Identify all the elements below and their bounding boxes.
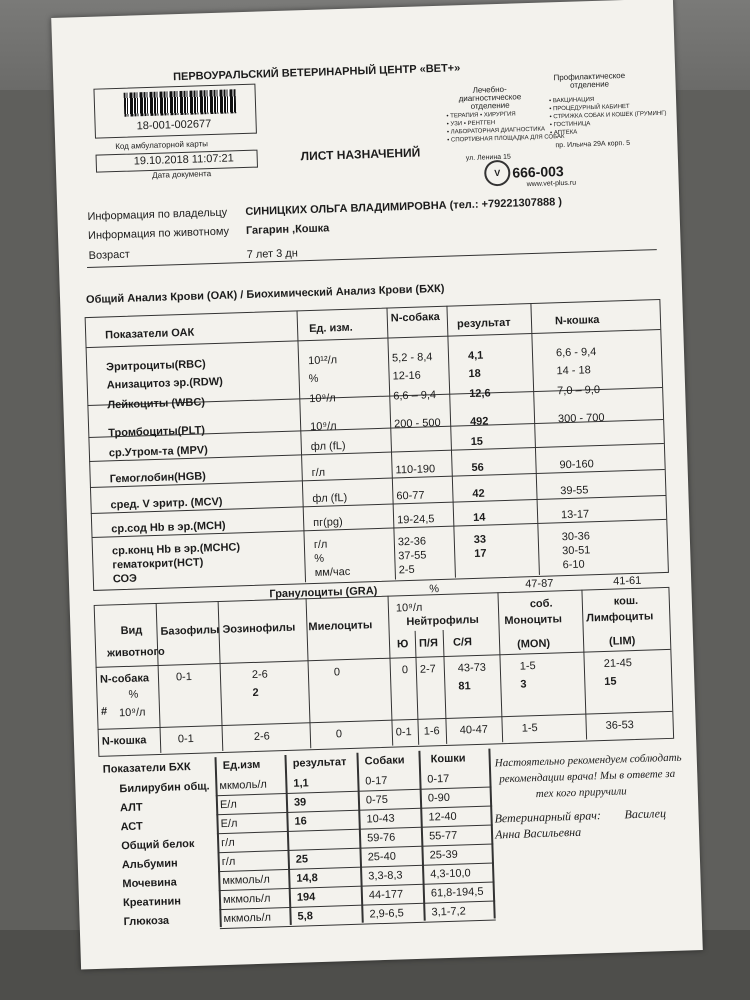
- oak-row-cat: 6,6 - 9,4: [555, 346, 597, 360]
- bhk-row-dog: 2,9-6,5: [369, 907, 404, 921]
- diff-result-sy: 81: [458, 680, 471, 693]
- animal-label: Информация по животному: [87, 225, 230, 242]
- bhk-row-result: 194: [296, 891, 316, 904]
- dept2-item: • ВАКЦИНАЦИЯ: [548, 96, 595, 105]
- diff-dog-baso: 0-1: [175, 670, 193, 684]
- oak-row-name: Лейкоциты (WBC): [107, 396, 206, 412]
- bhk-row-result: 14,8: [296, 872, 318, 885]
- bhk-col-line: [418, 751, 425, 921]
- diff-header-species: Вид животного: [107, 624, 165, 660]
- diff-result-lymph: 15: [604, 675, 617, 688]
- oak-row-cat: 13-17: [560, 508, 590, 522]
- diff-header-sy: С/Я: [452, 636, 473, 649]
- section-title: Общий Анализ Крови (ОАК) / Биохимический Анализ Крови (БХК): [85, 282, 445, 307]
- oak-header-name: Показатели ОАК: [105, 326, 195, 342]
- website: www.vet-plus.ru: [526, 179, 577, 189]
- oak-row-dog: 2-5: [398, 563, 415, 577]
- doctor-full-name: Анна Васильевна: [494, 824, 582, 842]
- diff-header-myelo: Миелоциты: [308, 619, 373, 634]
- card-code-label: Код амбулаторной карты: [115, 139, 209, 152]
- bhk-row-result: 16: [294, 815, 308, 828]
- bhk-row-cat: 55-77: [428, 829, 458, 843]
- bhk-row-unit: мкмоль/л: [222, 892, 271, 907]
- oak-row-name: гематокрит(HCT): [112, 556, 204, 572]
- diff-dog-py: 2-7: [419, 663, 436, 676]
- oak-row-cat: 30-36: [561, 530, 591, 544]
- oak-row-dog: 19-24,5: [396, 513, 435, 527]
- bhk-row-name: Глюкоза: [123, 914, 170, 929]
- bhk-row-dog: 0-17: [365, 774, 388, 788]
- diff-cat-lymph: 36-53: [605, 719, 635, 732]
- diff-header-mono-code: (MON): [516, 637, 551, 651]
- gra-label: Гранулоциты (GRA): [269, 585, 378, 601]
- oak-row-result: 15: [470, 435, 484, 449]
- oak-header-cat: N-кошка: [554, 313, 600, 328]
- oak-row-cat: 14 - 18: [556, 364, 591, 378]
- gra-unit-abs: 10⁹/л: [395, 601, 423, 615]
- oak-row-unit: 10⁹/л: [309, 420, 337, 434]
- owner-label: Информация по владельцу: [87, 206, 228, 223]
- diff-result-eos: 2: [252, 686, 259, 700]
- diff-cat-myelo: 0: [335, 728, 343, 741]
- doctor-name: Василец: [624, 806, 667, 822]
- oak-row-dog: 6,6 – 9,4: [393, 389, 437, 403]
- oak-row-unit: мм/час: [314, 565, 351, 579]
- oak-row-unit: %: [308, 372, 319, 386]
- dept1-item: • СПОРТИВНАЯ ПЛОЩАДКА ДЛЯ СОБАК: [447, 133, 565, 144]
- oak-row-unit: 10⁹/л: [309, 392, 336, 406]
- oak-row-dog: 12-16: [392, 369, 421, 383]
- oak-row-unit: фл (fL): [312, 491, 348, 506]
- oak-row-cat: 30-51: [562, 544, 591, 558]
- bhk-row-unit: Е/л: [219, 798, 238, 812]
- bhk-row-unit: мкмоль/л: [219, 778, 268, 793]
- dept2-item: • СТРИЖКА СОБАК И КОШЕК (ГРУМИНГ): [549, 110, 667, 121]
- oak-row-result: 42: [472, 487, 485, 501]
- bhk-row-name: Билирубин общ.: [119, 780, 210, 796]
- dept2-item: • АПТЕКА: [549, 129, 578, 137]
- oak-row-dog: 200 - 500: [393, 416, 441, 431]
- bhk-row-unit: мкмоль/л: [223, 911, 272, 926]
- bhk-row-cat: 25-39: [429, 848, 459, 862]
- diff-dog-yu: 0: [401, 664, 409, 677]
- bhk-row-dog: 25-40: [367, 850, 397, 864]
- bhk-header-unit: Ед.изм: [222, 758, 261, 772]
- oak-row-name: Тромбоциты(PLT): [108, 424, 206, 440]
- diff-dog-label: N-собака: [99, 672, 150, 686]
- bhk-row-dog: 3,3-8,3: [368, 869, 403, 883]
- barcode: [124, 89, 237, 117]
- prescription-sheet: [51, 0, 703, 970]
- gra-cat-range: 41-61: [612, 574, 642, 588]
- diff-cat-sy: 40-47: [459, 723, 489, 737]
- card-code: 18-001-002677: [136, 118, 212, 133]
- diff-dog-mono: 1-5: [519, 660, 536, 673]
- age-line: [87, 249, 657, 268]
- bhk-row-dog: 59-76: [366, 831, 396, 845]
- oak-row-cat: 39-55: [560, 484, 589, 498]
- dept1-title: Лечебно-диагностическое отделение: [458, 84, 522, 111]
- bhk-row-cat: 0-17: [427, 772, 450, 786]
- bhk-row-name: Альбумин: [121, 857, 178, 872]
- diff-cat-yu: 0-1: [395, 726, 412, 739]
- doc-date: 19.10.2018 11:07:21: [133, 152, 235, 168]
- diff-header-lymph: Лимфоциты: [586, 610, 654, 625]
- diff-dog-eos: 2-6: [251, 668, 269, 682]
- diff-cat-py: 1-6: [423, 725, 440, 738]
- oak-row-name: сред. V эритр. (MCV): [110, 495, 223, 512]
- oak-row-name: СОЭ: [112, 572, 138, 586]
- bhk-row-dog: 10-43: [366, 812, 395, 826]
- oak-row-unit: фл (fL): [310, 439, 346, 454]
- note-line: рекомендации врача! Мы в ответе за: [499, 767, 676, 786]
- oak-row-unit: 10¹²/л: [307, 354, 338, 368]
- diff-dog-sy: 43-73: [457, 661, 487, 675]
- oak-row-result: 33: [473, 533, 487, 546]
- diff-header-baso: Базофилы: [160, 624, 220, 638]
- oak-row-dog: 37-55: [398, 549, 427, 563]
- bhk-row-unit: г/л: [221, 836, 235, 850]
- oak-row-name: Эритроциты(RBC): [106, 358, 206, 374]
- doctor-label: Ветеринарный врач:: [494, 808, 602, 826]
- note-line: Настоятельно рекомендуем соблюдать: [494, 751, 682, 770]
- bhk-row-unit: г/л: [221, 855, 236, 869]
- owner-value: СИНИЦКИХ ОЛЬГА ВЛАДИМИРОВНА (тел.: +79221307888 ): [245, 196, 563, 218]
- diff-cat-label: N-кошка: [101, 734, 147, 748]
- clinic-title: ПЕРВОУРАЛЬСКИЙ ВЕТЕРИНАРНЫЙ ЦЕНТР «ВЕТ+»: [172, 62, 461, 84]
- oak-row-name: ср.Утром-та (MPV): [108, 444, 208, 460]
- bhk-row-result: 25: [295, 853, 309, 866]
- oak-row-unit: г/л: [313, 538, 328, 552]
- dept2-address: пр. Ильича 29А корп. 5: [555, 139, 631, 150]
- bhk-row-cat: 3,1-7,2: [431, 905, 466, 919]
- age-value: 7 лет 3 дн: [246, 247, 299, 261]
- diff-header-mono: Моноциты: [504, 613, 563, 628]
- gra-dog-range: 47-87: [525, 577, 554, 591]
- oak-header-dog: N-собака: [390, 310, 440, 325]
- oak-row-name: ср.конц Hb в эр.(MCHC): [111, 541, 241, 558]
- bhk-row-cat: 12-40: [428, 810, 457, 824]
- bhk-header-cat: Кошки: [430, 752, 466, 766]
- diff-header-eos: Эозинофилы: [222, 621, 296, 636]
- diff-cat-baso: 0-1: [177, 732, 195, 746]
- diff-dog-mark: #: [100, 705, 108, 718]
- doc-title: ЛИСТ НАЗНАЧЕНИЙ: [300, 145, 421, 164]
- oak-row-name: ср.сод Hb в эр.(MCH): [111, 519, 226, 536]
- bhk-row-cat: 4,3-10,0: [430, 867, 471, 881]
- diff-dog-lymph: 21-45: [603, 657, 633, 670]
- age-label: Возраст: [88, 248, 131, 262]
- diff-cat-mono: 1-5: [521, 722, 538, 735]
- bhk-header-dog: Собаки: [364, 754, 405, 768]
- bhk-row-name: Креатинин: [122, 895, 182, 910]
- diff-header-lymph-code: (LIM): [608, 634, 636, 648]
- diff-header-yu: Ю: [396, 638, 409, 651]
- gra-cat-label: кош.: [613, 594, 639, 608]
- bhk-row-name: Общий белок: [121, 837, 195, 853]
- diff-dog-unit-percent: %: [128, 688, 139, 701]
- bhk-col-line: [284, 755, 291, 925]
- oak-row-result: 18: [468, 367, 482, 381]
- dept2-item: • ПРОЦЕДУРНЫЙ КАБИНЕТ: [549, 103, 630, 113]
- oak-row-result: 14: [472, 511, 486, 524]
- dept2-title: Профилактическое отделение: [553, 71, 626, 90]
- diff-result-mono: 3: [520, 678, 527, 691]
- bhk-col-line: [356, 753, 363, 923]
- gra-unit-percent: %: [429, 583, 440, 596]
- oak-row-result: 56: [471, 461, 484, 475]
- oak-row-result: 12,6: [469, 387, 491, 401]
- bhk-row-cat: 0-90: [427, 791, 451, 805]
- bhk-row-unit: мкмоль/л: [222, 873, 270, 888]
- gra-dog-label: соб.: [529, 597, 553, 611]
- phone: 666-003: [512, 162, 564, 181]
- diff-dog-myelo: 0: [333, 666, 341, 679]
- oak-row-dog: 110-190: [395, 463, 436, 477]
- oak-row-cat: 7,0 – 9,0: [556, 383, 601, 398]
- oak-row-dog: 5,2 - 8,4: [391, 351, 433, 365]
- oak-header-unit: Ед. изм.: [308, 321, 353, 336]
- dept1-address: ул. Ленина 15: [465, 153, 511, 163]
- dept1-item: • ТЕРАПИЯ • ХИРУРГИЯ: [446, 111, 516, 120]
- bhk-row-cat: 61,8-194,5: [430, 885, 484, 900]
- oak-row-result: 17: [474, 547, 487, 560]
- bhk-row-result: 5,8: [297, 910, 314, 923]
- note-line: тех кого приручили: [535, 785, 627, 801]
- diff-dog-unit-abs: 10⁹/л: [118, 706, 146, 720]
- bhk-header-result: результат: [292, 756, 347, 770]
- animal-value: Гагарин ,Кошка: [245, 222, 330, 237]
- bhk-row-name: АСТ: [120, 820, 143, 834]
- oak-row-dog: 60-77: [396, 489, 425, 503]
- diff-cat-eos: 2-6: [253, 730, 270, 743]
- oak-row-result: 4,1: [467, 349, 484, 363]
- dept2-item: • ГОСТИНИЦА: [549, 121, 591, 129]
- oak-row-name: Анизацитоз эр.(RDW): [106, 375, 224, 392]
- doc-date-label: Дата документа: [152, 169, 212, 180]
- bhk-row-name: Мочевина: [122, 876, 178, 891]
- diff-header-py: П/Я: [418, 637, 439, 650]
- oak-header-result: результат: [456, 316, 511, 331]
- oak-row-cat: 90-160: [559, 458, 594, 472]
- oak-row-cat: 6-10: [562, 558, 585, 572]
- oak-row-unit: г/л: [311, 466, 326, 480]
- oak-row-result: 492: [469, 415, 489, 429]
- bhk-row-dog: 44-177: [368, 888, 404, 902]
- phone-logo-icon: V: [484, 160, 511, 187]
- bhk-row-name: АЛТ: [119, 801, 143, 815]
- bhk-row-result: 39: [293, 796, 307, 809]
- oak-row-unit: %: [314, 552, 325, 566]
- oak-row-dog: 32-36: [397, 535, 427, 549]
- dept1-item: • ЛАБОРАТОРНАЯ ДИАГНОСТИКА: [446, 126, 546, 136]
- oak-row-name: Гемоглобин(HGB): [109, 470, 207, 486]
- bhk-row-result: 1,1: [293, 777, 309, 790]
- dept1-item: • УЗИ • РЕНТГЕН: [446, 120, 496, 128]
- diff-header-neutro: Нейтрофилы: [406, 613, 479, 629]
- bhk-row-unit: Е/л: [220, 817, 238, 831]
- oak-row-cat: 300 - 700: [557, 411, 605, 426]
- bhk-header-name: Показатели БХК: [102, 760, 191, 776]
- oak-row-unit: пг(pg): [313, 516, 343, 530]
- bhk-row-dog: 0-75: [365, 793, 389, 807]
